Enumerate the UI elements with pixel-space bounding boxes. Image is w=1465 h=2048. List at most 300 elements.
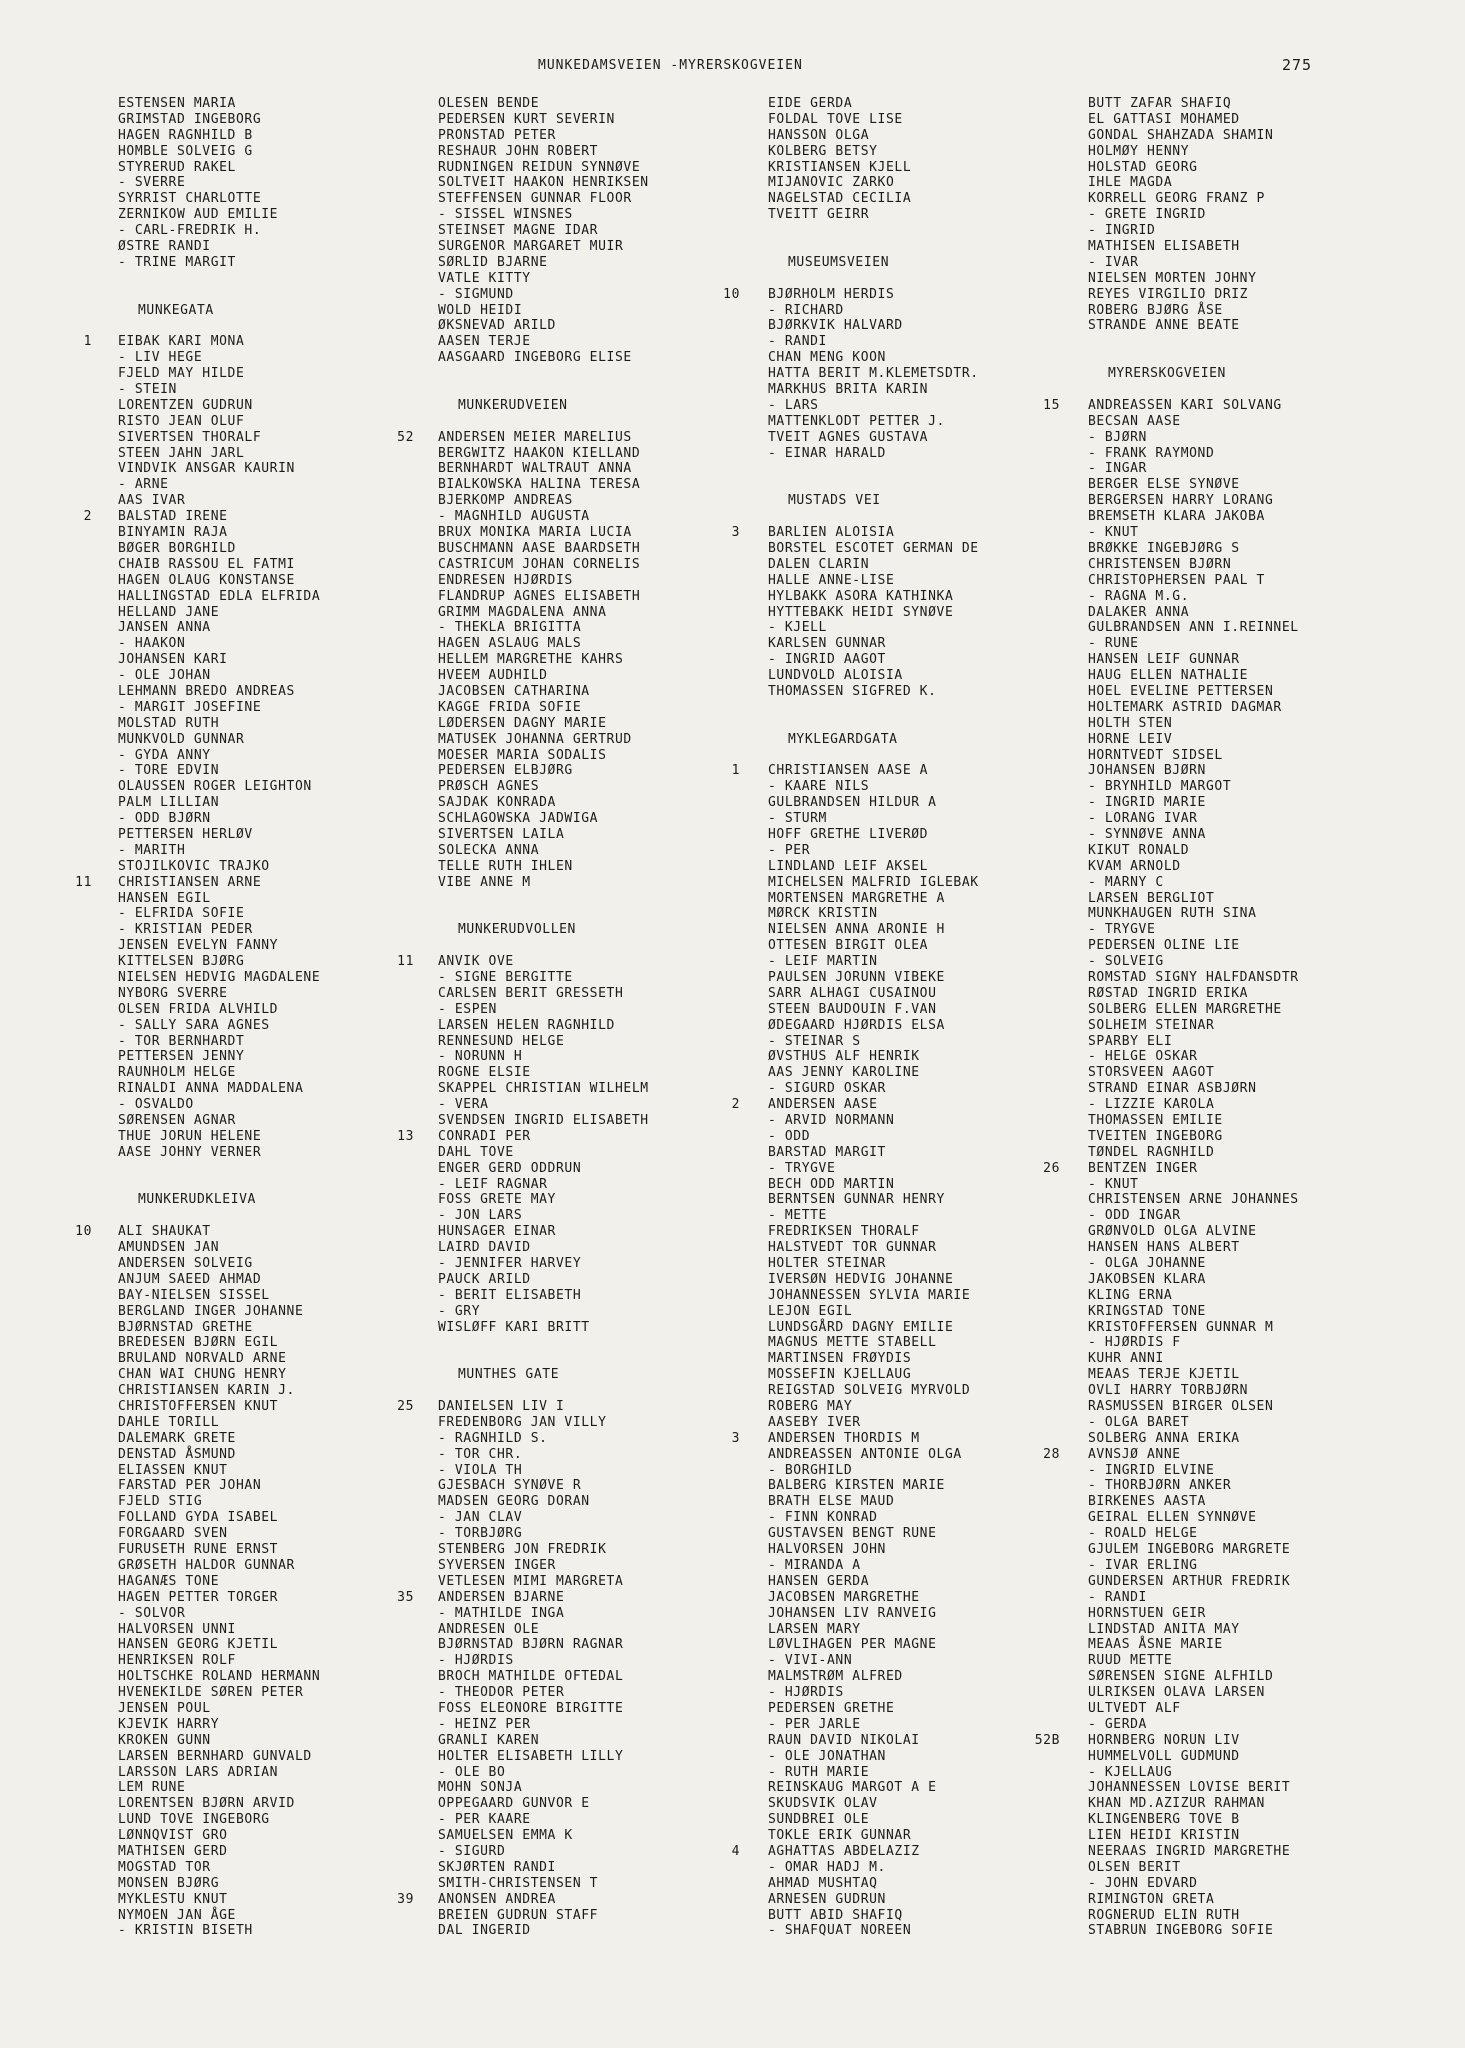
listing-row bbox=[1050, 1685, 1430, 1701]
listing-row bbox=[1050, 1415, 1430, 1431]
listing-row bbox=[400, 1002, 760, 1018]
resident-name: JOHANNESSEN LOVISE BERIT bbox=[1088, 1780, 1291, 1796]
listing-row bbox=[400, 1669, 760, 1685]
resident-name: BALSTAD IRENE bbox=[118, 509, 228, 525]
listing-row bbox=[400, 1415, 760, 1431]
listing-row bbox=[400, 1765, 760, 1781]
resident-name: - TRINE MARGIT bbox=[118, 254, 236, 270]
listing-row bbox=[80, 1145, 440, 1161]
resident-name: HVEEM AUDHILD bbox=[438, 668, 548, 684]
listing-row bbox=[730, 96, 1090, 112]
listing-row bbox=[1050, 509, 1430, 525]
listing-row bbox=[400, 732, 760, 748]
listing-row bbox=[400, 334, 760, 350]
resident-name: - IVAR ERLING bbox=[1088, 1557, 1198, 1573]
resident-name: MICHELSEN MALFRID IGLEBAK bbox=[768, 874, 979, 890]
resident-name: DALEN CLARIN bbox=[768, 556, 870, 572]
resident-name: ROBERG MAY bbox=[768, 1399, 853, 1415]
listing-row bbox=[1050, 1860, 1430, 1876]
resident-name: HAGEN RAGNHILD B bbox=[118, 127, 253, 143]
resident-name: - KRISTIN BISETH bbox=[118, 1923, 253, 1939]
listing-row bbox=[400, 1542, 760, 1558]
listing-row bbox=[80, 1749, 440, 1765]
resident-name: LARSEN HELEN RAGNHILD bbox=[438, 1017, 615, 1033]
listing-row bbox=[730, 382, 1090, 398]
resident-name: SPARBY ELI bbox=[1088, 1033, 1173, 1049]
resident-name: TVEITEN INGEBORG bbox=[1088, 1128, 1223, 1144]
resident-name: MØRCK KRISTIN bbox=[768, 906, 878, 922]
listing-row bbox=[80, 1558, 440, 1574]
resident-name: DAHLE TORILL bbox=[118, 1414, 220, 1430]
listing-row bbox=[80, 334, 440, 350]
listing-row bbox=[80, 636, 440, 652]
listing-row bbox=[80, 382, 440, 398]
resident-name: REYES VIRGILIO DRIZ bbox=[1088, 286, 1249, 302]
listing-row bbox=[730, 970, 1090, 986]
listing-row bbox=[80, 1177, 440, 1193]
resident-name: PETTERSEN HERLØV bbox=[118, 826, 253, 842]
resident-name: RINALDI ANNA MADDALENA bbox=[118, 1081, 304, 1097]
listing-row bbox=[80, 716, 440, 732]
listing-row bbox=[80, 287, 440, 303]
listing-row bbox=[730, 1844, 1090, 1860]
resident-name: PEDERSEN OLINE LIE bbox=[1088, 938, 1240, 954]
resident-name: JOHANSEN KARI bbox=[118, 652, 228, 668]
listing-row bbox=[730, 1065, 1090, 1081]
resident-name: - SVERRE bbox=[118, 175, 186, 191]
listing-row bbox=[80, 859, 440, 875]
listing-row bbox=[730, 1860, 1090, 1876]
resident-name: - MARGIT JOSEFINE bbox=[118, 699, 262, 715]
listing-row bbox=[730, 573, 1090, 589]
listing-row bbox=[1050, 1749, 1430, 1765]
listing-row bbox=[80, 191, 440, 207]
resident-name: FOLLAND GYDA ISABEL bbox=[118, 1510, 279, 1526]
resident-name: - SIGNE BERGITTE bbox=[438, 969, 573, 985]
listing-row bbox=[730, 191, 1090, 207]
listing-row bbox=[400, 1526, 760, 1542]
resident-name: LARSEN BERGLIOT bbox=[1088, 890, 1215, 906]
listing-row bbox=[1050, 1717, 1430, 1733]
listing-row bbox=[400, 1574, 760, 1590]
listing-row bbox=[400, 605, 760, 621]
listing-row bbox=[1050, 1828, 1430, 1844]
resident-name: HYLBAKK ASORA KATHINKA bbox=[768, 588, 954, 604]
listing-row bbox=[1050, 795, 1430, 811]
resident-name: HOLTER ELISABETH LILLY bbox=[438, 1748, 624, 1764]
resident-name: FJELD MAY HILDE bbox=[118, 366, 245, 382]
listing-row bbox=[1050, 1876, 1430, 1892]
listing-row bbox=[730, 589, 1090, 605]
listing-row bbox=[400, 620, 760, 636]
resident-name: - BERIT ELISABETH bbox=[438, 1287, 582, 1303]
listing-row bbox=[80, 366, 440, 382]
street-heading: MYKLEGARDGATA bbox=[788, 731, 898, 747]
listing-row bbox=[1050, 160, 1430, 176]
listing-row bbox=[80, 1574, 440, 1590]
listing-row bbox=[730, 605, 1090, 621]
listing-row bbox=[1050, 1240, 1430, 1256]
listing-row bbox=[1050, 1351, 1430, 1367]
listing-row bbox=[400, 1240, 760, 1256]
resident-name: ANJUM SAEED AHMAD bbox=[118, 1271, 262, 1287]
listing-row bbox=[730, 1272, 1090, 1288]
resident-name: ROGNERUD ELIN RUTH bbox=[1088, 1907, 1240, 1923]
resident-name: - ESPEN bbox=[438, 1001, 497, 1017]
listing-row bbox=[1050, 1463, 1430, 1479]
resident-name: SIVERTSEN THORALF bbox=[118, 429, 262, 445]
listing-row bbox=[1050, 271, 1430, 287]
resident-name: BJØRNSTAD BJØRN RAGNAR bbox=[438, 1637, 624, 1653]
listing-row bbox=[1050, 684, 1430, 700]
listing-row bbox=[1050, 1780, 1430, 1796]
listing-row bbox=[80, 827, 440, 843]
resident-name: AASEN TERJE bbox=[438, 334, 531, 350]
listing-row bbox=[400, 1780, 760, 1796]
listing-row bbox=[400, 112, 760, 128]
listing-row bbox=[730, 1034, 1090, 1050]
listing-row bbox=[400, 1145, 760, 1161]
listing-row bbox=[1050, 223, 1430, 239]
listing-row bbox=[1050, 1558, 1430, 1574]
resident-name: - ODD BJØRN bbox=[118, 811, 211, 827]
listing-row bbox=[400, 1272, 760, 1288]
resident-name: - KJELL bbox=[768, 620, 827, 636]
listing-row bbox=[1050, 1669, 1430, 1685]
listing-row bbox=[1050, 287, 1430, 303]
resident-name: MADSEN GEORG DORAN bbox=[438, 1494, 590, 1510]
directory-column-1 bbox=[75, 96, 440, 1939]
listing-row bbox=[80, 1320, 440, 1336]
listing-row bbox=[1050, 589, 1430, 605]
house-number: 10 bbox=[723, 286, 740, 302]
resident-name: SØRENSEN SIGNE ALFHILD bbox=[1088, 1669, 1274, 1685]
listing-row bbox=[80, 1113, 440, 1129]
resident-name: HALLE ANNE-LISE bbox=[768, 572, 895, 588]
listing-row bbox=[1050, 970, 1430, 986]
resident-name: FARSTAD PER JOHAN bbox=[118, 1478, 262, 1494]
resident-name: ENGER GERD ODDRUN bbox=[438, 1160, 582, 1176]
resident-name: ØVSTHUS ALF HENRIK bbox=[768, 1049, 920, 1065]
resident-name: LØVLIHAGEN PER MAGNE bbox=[768, 1637, 937, 1653]
resident-name: JOHANSEN LIV RANVEIG bbox=[768, 1605, 937, 1621]
listing-row bbox=[730, 1669, 1090, 1685]
resident-name: ANDERSEN BJARNE bbox=[438, 1589, 565, 1605]
resident-name: - SHAFQUAT NOREEN bbox=[768, 1923, 912, 1939]
house-number: 52B bbox=[1034, 1732, 1060, 1748]
resident-name: NIELSEN MORTEN JOHNY bbox=[1088, 270, 1257, 286]
listing-row bbox=[400, 160, 760, 176]
listing-row bbox=[400, 986, 760, 1002]
house-number: 11 bbox=[75, 874, 92, 890]
listing-row bbox=[80, 350, 440, 366]
listing-row bbox=[1050, 1304, 1430, 1320]
listing-row bbox=[400, 1653, 760, 1669]
listing-row bbox=[1050, 334, 1430, 350]
listing-row bbox=[80, 843, 440, 859]
street-heading-row bbox=[730, 732, 1090, 748]
resident-name: ELIASSEN KNUT bbox=[118, 1462, 228, 1478]
resident-name: - SIGURD bbox=[438, 1843, 506, 1859]
listing-row bbox=[1050, 573, 1430, 589]
listing-row bbox=[80, 700, 440, 716]
listing-row bbox=[1050, 239, 1430, 255]
resident-name: MEAAS ÅSNE MARIE bbox=[1088, 1637, 1223, 1653]
resident-name: MATHISEN GERD bbox=[118, 1843, 228, 1859]
resident-name: MUNKVOLD GUNNAR bbox=[118, 731, 245, 747]
listing-row bbox=[730, 144, 1090, 160]
listing-row bbox=[400, 1335, 760, 1351]
listing-row bbox=[1050, 1256, 1430, 1272]
listing-row bbox=[397, 1891, 760, 1908]
street-heading: MUNKERUDKLEIVA bbox=[138, 1192, 256, 1208]
listing-row bbox=[730, 827, 1090, 843]
listing-row bbox=[730, 1335, 1090, 1351]
listing-row bbox=[80, 1335, 440, 1351]
street-heading: MUNTHES GATE bbox=[458, 1367, 560, 1383]
listing-row bbox=[1050, 827, 1430, 843]
resident-name: BRATH ELSE MAUD bbox=[768, 1494, 895, 1510]
listing-row bbox=[397, 429, 760, 446]
resident-name: - KJELLAUG bbox=[1088, 1764, 1173, 1780]
resident-name: - NORUNN H bbox=[438, 1049, 523, 1065]
listing-row bbox=[80, 748, 440, 764]
listing-row bbox=[80, 1812, 440, 1828]
resident-name: GRØSETH HALDOR GUNNAR bbox=[118, 1557, 295, 1573]
resident-name: - ODD bbox=[768, 1128, 811, 1144]
listing-row bbox=[80, 1351, 440, 1367]
resident-name: ROMSTAD SIGNY HALFDANSDTR bbox=[1088, 969, 1299, 985]
street-heading: MUSEUMSVEIEN bbox=[788, 254, 890, 270]
resident-name: RISTO JEAN OLUF bbox=[118, 413, 245, 429]
resident-name: DAHL TOVE bbox=[438, 1144, 514, 1160]
resident-name: GRØNVOLD OLGA ALVINE bbox=[1088, 1224, 1257, 1240]
listing-row bbox=[80, 1860, 440, 1876]
resident-name: - RICHARD bbox=[768, 302, 844, 318]
listing-row bbox=[730, 763, 1090, 779]
resident-name: STEFFENSEN GUNNAR FLOOR bbox=[438, 191, 632, 207]
resident-name: CHRISTIANSEN ARNE bbox=[118, 874, 262, 890]
house-number: 3 bbox=[731, 1430, 740, 1446]
resident-name: BIALKOWSKA HALINA TERESA bbox=[438, 477, 641, 493]
listing-row bbox=[730, 859, 1090, 875]
listing-row bbox=[730, 1828, 1090, 1844]
resident-name: SIVERTSEN LAILA bbox=[438, 826, 565, 842]
directory-column-4 bbox=[1034, 96, 1430, 1939]
resident-name: AGHATTAS ABDELAZIZ bbox=[768, 1843, 920, 1859]
resident-name: KOLBERG BETSY bbox=[768, 143, 878, 159]
resident-name: HUNSAGER EINAR bbox=[438, 1224, 556, 1240]
resident-name: SCHLAGOWSKA JADWIGA bbox=[438, 811, 599, 827]
listing-row bbox=[1050, 446, 1430, 462]
listing-row bbox=[1050, 636, 1430, 652]
resident-name: BUSCHMANN AASE BAARDSETH bbox=[438, 540, 641, 556]
resident-name: HOLMØY HENNY bbox=[1088, 143, 1190, 159]
listing-row bbox=[80, 1733, 440, 1749]
resident-name: RIMINGTON GRETA bbox=[1088, 1891, 1215, 1907]
street-heading-row bbox=[730, 493, 1090, 509]
listing-row bbox=[80, 112, 440, 128]
listing-row bbox=[730, 1208, 1090, 1224]
listing-row bbox=[1050, 1320, 1430, 1336]
listing-row bbox=[400, 1177, 760, 1193]
resident-name: RØSTAD INGRID ERIKA bbox=[1088, 985, 1249, 1001]
resident-name: - TORE EDVIN bbox=[118, 763, 220, 779]
listing-row bbox=[730, 922, 1090, 938]
resident-name: JENSEN EVELYN FANNY bbox=[118, 938, 279, 954]
listing-row bbox=[730, 318, 1090, 334]
resident-name: HOMBLE SOLVEIG G bbox=[118, 143, 253, 159]
resident-name: TVEIT AGNES GUSTAVA bbox=[768, 429, 929, 445]
listing-row bbox=[75, 874, 440, 891]
listing-row bbox=[730, 843, 1090, 859]
resident-name: CHRISTOFFERSEN KNUT bbox=[118, 1399, 279, 1415]
resident-name: - MARITH bbox=[118, 842, 186, 858]
resident-name: - SYNNØVE ANNA bbox=[1088, 826, 1206, 842]
resident-name: CHRISTIANSEN AASE A bbox=[768, 763, 929, 779]
listing-row bbox=[80, 652, 440, 668]
listing-row bbox=[80, 1923, 440, 1939]
resident-name: - HJØRDIS bbox=[438, 1653, 514, 1669]
listing-row bbox=[730, 1320, 1090, 1336]
resident-name: - INGRID MARIE bbox=[1088, 795, 1206, 811]
listing-row bbox=[1050, 843, 1430, 859]
resident-name: KLING ERNA bbox=[1088, 1287, 1173, 1303]
resident-name: - SOLVEIG bbox=[1088, 954, 1164, 970]
resident-name: OVLI HARRY TORBJØRN bbox=[1088, 1383, 1249, 1399]
listing-row bbox=[1050, 1765, 1430, 1781]
listing-row bbox=[80, 1049, 440, 1065]
resident-name: SKUDSVIK OLAV bbox=[768, 1796, 878, 1812]
resident-name: SKAPPEL CHRISTIAN WILHELM bbox=[438, 1081, 649, 1097]
resident-name: HAGANÆS TONE bbox=[118, 1573, 220, 1589]
resident-name: KRISTOFFERSEN GUNNAR M bbox=[1088, 1319, 1274, 1335]
resident-name: BERGER ELSE SYNØVE bbox=[1088, 477, 1240, 493]
street-heading-row bbox=[730, 255, 1090, 271]
listing-row bbox=[400, 223, 760, 239]
resident-name: KVAM ARNOLD bbox=[1088, 858, 1181, 874]
listing-row bbox=[80, 207, 440, 223]
listing-row bbox=[400, 573, 760, 589]
resident-name: KAGGE FRIDA SOFIE bbox=[438, 699, 582, 715]
listing-row bbox=[1050, 1796, 1430, 1812]
resident-name: - SOLVOR bbox=[118, 1605, 186, 1621]
resident-name: FJELD STIG bbox=[118, 1494, 203, 1510]
resident-name: - OSVALDO bbox=[118, 1097, 194, 1113]
listing-row bbox=[80, 493, 440, 509]
resident-name: ØDEGAARD HJØRDIS ELSA bbox=[768, 1017, 945, 1033]
resident-name: STEEN BAUDOUIN F.VAN bbox=[768, 1001, 937, 1017]
listing-row bbox=[730, 1240, 1090, 1256]
resident-name: SMITH-CHRISTENSEN T bbox=[438, 1875, 599, 1891]
resident-name: - BRYNHILD MARGOT bbox=[1088, 779, 1232, 795]
listing-row bbox=[397, 954, 760, 970]
resident-name: NYMOEN JAN ÅGE bbox=[118, 1907, 236, 1923]
listing-row bbox=[730, 1113, 1090, 1129]
resident-name: BERGWITZ HAAKON KIELLAND bbox=[438, 445, 641, 461]
listing-row bbox=[400, 128, 760, 144]
listing-row bbox=[400, 859, 760, 875]
resident-name: BENTZEN INGER bbox=[1088, 1160, 1198, 1176]
resident-name: - INGRID ELVINE bbox=[1088, 1462, 1215, 1478]
house-number: 39 bbox=[397, 1891, 414, 1907]
listing-row bbox=[400, 668, 760, 684]
resident-name: STRANDE ANNE BEATE bbox=[1088, 318, 1240, 334]
resident-name: ROGNE ELSIE bbox=[438, 1065, 531, 1081]
listing-row bbox=[730, 1558, 1090, 1574]
listing-row bbox=[400, 779, 760, 795]
listing-row bbox=[1050, 620, 1430, 636]
resident-name: BREMSETH KLARA JAKOBA bbox=[1088, 509, 1265, 525]
listing-row bbox=[730, 557, 1090, 573]
resident-name: HALVORSEN JOHN bbox=[768, 1542, 886, 1558]
listing-row bbox=[80, 1383, 440, 1399]
listing-row bbox=[1050, 1113, 1430, 1129]
listing-row bbox=[80, 144, 440, 160]
resident-name: LEJON EGIL bbox=[768, 1303, 853, 1319]
resident-name: BRØKKE INGEBJØRG S bbox=[1088, 540, 1240, 556]
resident-name: JACOBSEN CATHARINA bbox=[438, 683, 590, 699]
resident-name: CHRISTENSEN ARNE JOHANNES bbox=[1088, 1192, 1299, 1208]
resident-name: JOHANNESSEN SYLVIA MARIE bbox=[768, 1287, 971, 1303]
listing-row bbox=[1050, 303, 1430, 319]
listing-row bbox=[730, 891, 1090, 907]
resident-name: - CARL-FREDRIK H. bbox=[118, 223, 262, 239]
resident-name: JAKOBSEN KLARA bbox=[1088, 1271, 1206, 1287]
resident-name: - OLGA JOHANNE bbox=[1088, 1256, 1206, 1272]
resident-name: ULTVEDT ALF bbox=[1088, 1700, 1181, 1716]
house-number: 2 bbox=[83, 509, 92, 525]
street-heading: MUSTADS VEI bbox=[788, 493, 881, 509]
listing-row bbox=[730, 1415, 1090, 1431]
resident-name: - GYDA ANNY bbox=[118, 747, 211, 763]
listing-row bbox=[1050, 493, 1430, 509]
resident-name: REIGSTAD SOLVEIG MYRVOLD bbox=[768, 1383, 971, 1399]
resident-name: - JENNIFER HARVEY bbox=[438, 1256, 582, 1272]
resident-name: NEERAAS INGRID MARGRETHE bbox=[1088, 1843, 1291, 1859]
resident-name: - JOHN EDVARD bbox=[1088, 1875, 1198, 1891]
resident-name: AASGAARD INGEBORG ELISE bbox=[438, 350, 632, 366]
resident-name: - KRISTIAN PEDER bbox=[118, 922, 253, 938]
resident-name: BREIEN GUDRUN STAFF bbox=[438, 1907, 599, 1923]
listing-row bbox=[723, 286, 1090, 303]
resident-name: - RUNE bbox=[1088, 636, 1139, 652]
listing-row bbox=[1050, 1590, 1430, 1606]
listing-row bbox=[80, 1463, 440, 1479]
listing-row bbox=[730, 1463, 1090, 1479]
resident-name: STEEN JAHN JARL bbox=[118, 445, 245, 461]
listing-row bbox=[400, 1431, 760, 1447]
listing-row bbox=[80, 1161, 440, 1177]
resident-name: CHAN WAI CHUNG HENRY bbox=[118, 1367, 287, 1383]
listing-row bbox=[400, 875, 760, 891]
resident-name: HALLINGSTAD EDLA ELFRIDA bbox=[118, 588, 321, 604]
listing-row bbox=[1050, 525, 1430, 541]
resident-name: DALAKER ANNA bbox=[1088, 604, 1190, 620]
listing-row bbox=[400, 843, 760, 859]
resident-name: - VERA bbox=[438, 1097, 489, 1113]
resident-name: BALBERG KIRSTEN MARIE bbox=[768, 1478, 945, 1494]
listing-row bbox=[80, 461, 440, 477]
resident-name: LØNNQVIST GRO bbox=[118, 1828, 228, 1844]
resident-name: MIJANOVIC ZARKO bbox=[768, 175, 895, 191]
listing-row bbox=[730, 303, 1090, 319]
listing-row bbox=[730, 1526, 1090, 1542]
listing-row bbox=[1050, 382, 1430, 398]
listing-row bbox=[1050, 1574, 1430, 1590]
listing-row bbox=[730, 1510, 1090, 1526]
resident-name: HOLTH STEN bbox=[1088, 715, 1173, 731]
